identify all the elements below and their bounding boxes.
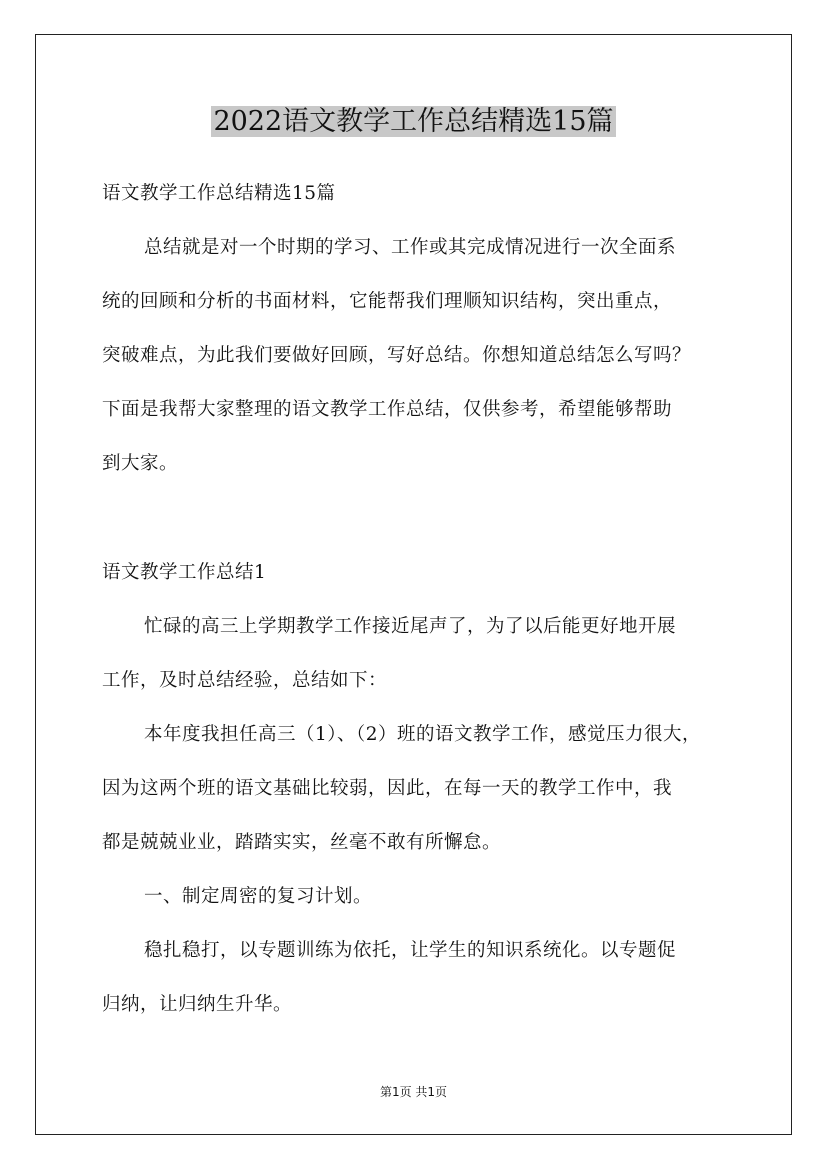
section-line: 忙碌的高三上学期教学工作接近尾声了，为了以后能更好地开展	[144, 616, 677, 637]
intro-line: 突破难点，为此我们要做好回顾，写好总结。你想知道总结怎么写吗？	[102, 345, 692, 366]
document-title-text: 2022语文教学工作总结精选15篇	[213, 106, 614, 137]
section-heading: 语文教学工作总结1	[102, 562, 267, 583]
document-subtitle: 语文教学工作总结精选15篇	[102, 183, 336, 204]
intro-line: 下面是我帮大家整理的语文教学工作总结，仅供参考，希望能够帮助	[102, 399, 673, 420]
intro-line: 总结就是对一个时期的学习、工作或其完成情况进行一次全面系	[144, 237, 677, 258]
intro-line: 统的回顾和分析的书面材料，它能帮我们理顺知识结构，突出重点，	[102, 291, 673, 312]
section-line: 因为这两个班的语文基础比较弱，因此，在每一天的教学工作中，我	[102, 778, 673, 799]
section-subheading: 一、制定周密的复习计划。	[144, 886, 373, 907]
intro-line: 到大家。	[102, 453, 179, 474]
section-line: 稳扎稳打，以专题训练为依托，让学生的知识系统化。以专题促	[144, 940, 677, 961]
document-title	[0, 103, 827, 141]
page-footer	[0, 1084, 827, 1100]
section-line: 归纳，让归纳生升华。	[102, 994, 293, 1015]
section-line: 工作，及时总结经验，总结如下：	[102, 670, 388, 691]
section-line: 都是兢兢业业，踏踏实实，丝毫不敢有所懈怠。	[102, 832, 502, 853]
section-line: 本年度我担任高三（1）、（2）班的语文教学工作，感觉压力很大，	[144, 724, 702, 745]
page-number: 第1页 共1页	[379, 1085, 448, 1099]
